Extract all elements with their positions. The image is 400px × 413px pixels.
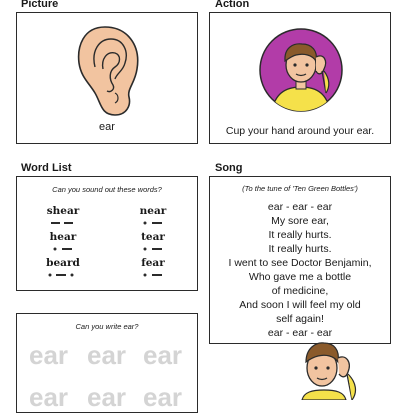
song-tune-note: (To the tune of 'Ten Green Bottles') [242,184,358,193]
song-line: ear - ear - ear [267,327,333,339]
word-item: fear [141,257,165,269]
picture-card [16,12,198,144]
trace-word: ear [87,340,127,370]
picture-section-title: Picture [21,0,59,10]
boy-cupping-ear-illustration [284,340,364,400]
word-item: hear [49,231,77,243]
song-line: My sore ear, [271,215,329,227]
song-line: ear - ear - ear [267,201,333,213]
trace-word: ear [143,340,183,370]
word-list-prompt: Can you sound out these words? [52,185,162,194]
song-line: It really hurts. [268,229,332,241]
trace-word: ear [143,382,183,412]
word-list-card [16,176,198,291]
action-caption: Cup your hand around your ear. [225,125,375,137]
song-line: self again! [276,313,324,325]
action-section-title: Action [215,0,250,10]
song-line: And soon I will feel my old [239,299,361,311]
trace-word: ear [87,382,127,412]
word-item: shear [46,205,80,217]
song-card [209,176,391,344]
write-card [16,313,198,413]
song-line: of medicine, [271,285,329,297]
song-line: I went to see Doctor Benjamin, [228,257,372,269]
trace-word: ear [29,382,69,412]
ear-icon [75,23,141,119]
trace-word: ear [29,340,69,370]
word-item: near [139,205,167,217]
sound-buttons [33,246,93,252]
word-item: beard [46,257,80,269]
song-line: It really hurts. [268,243,332,255]
word-list-section-title: Word List [21,162,72,174]
boy-cupping-ear-icon [258,27,344,113]
song-section-title: Song [215,162,243,174]
sound-buttons [123,272,183,278]
sound-buttons [33,272,93,278]
sound-buttons [123,220,183,226]
song-line: Who gave me a bottle [248,271,352,283]
sound-buttons [123,246,183,252]
word-item: tear [141,231,165,243]
write-prompt: Can you write ear? [75,322,139,331]
sound-buttons [33,220,93,226]
action-card [209,12,391,144]
picture-caption: ear [99,121,115,133]
